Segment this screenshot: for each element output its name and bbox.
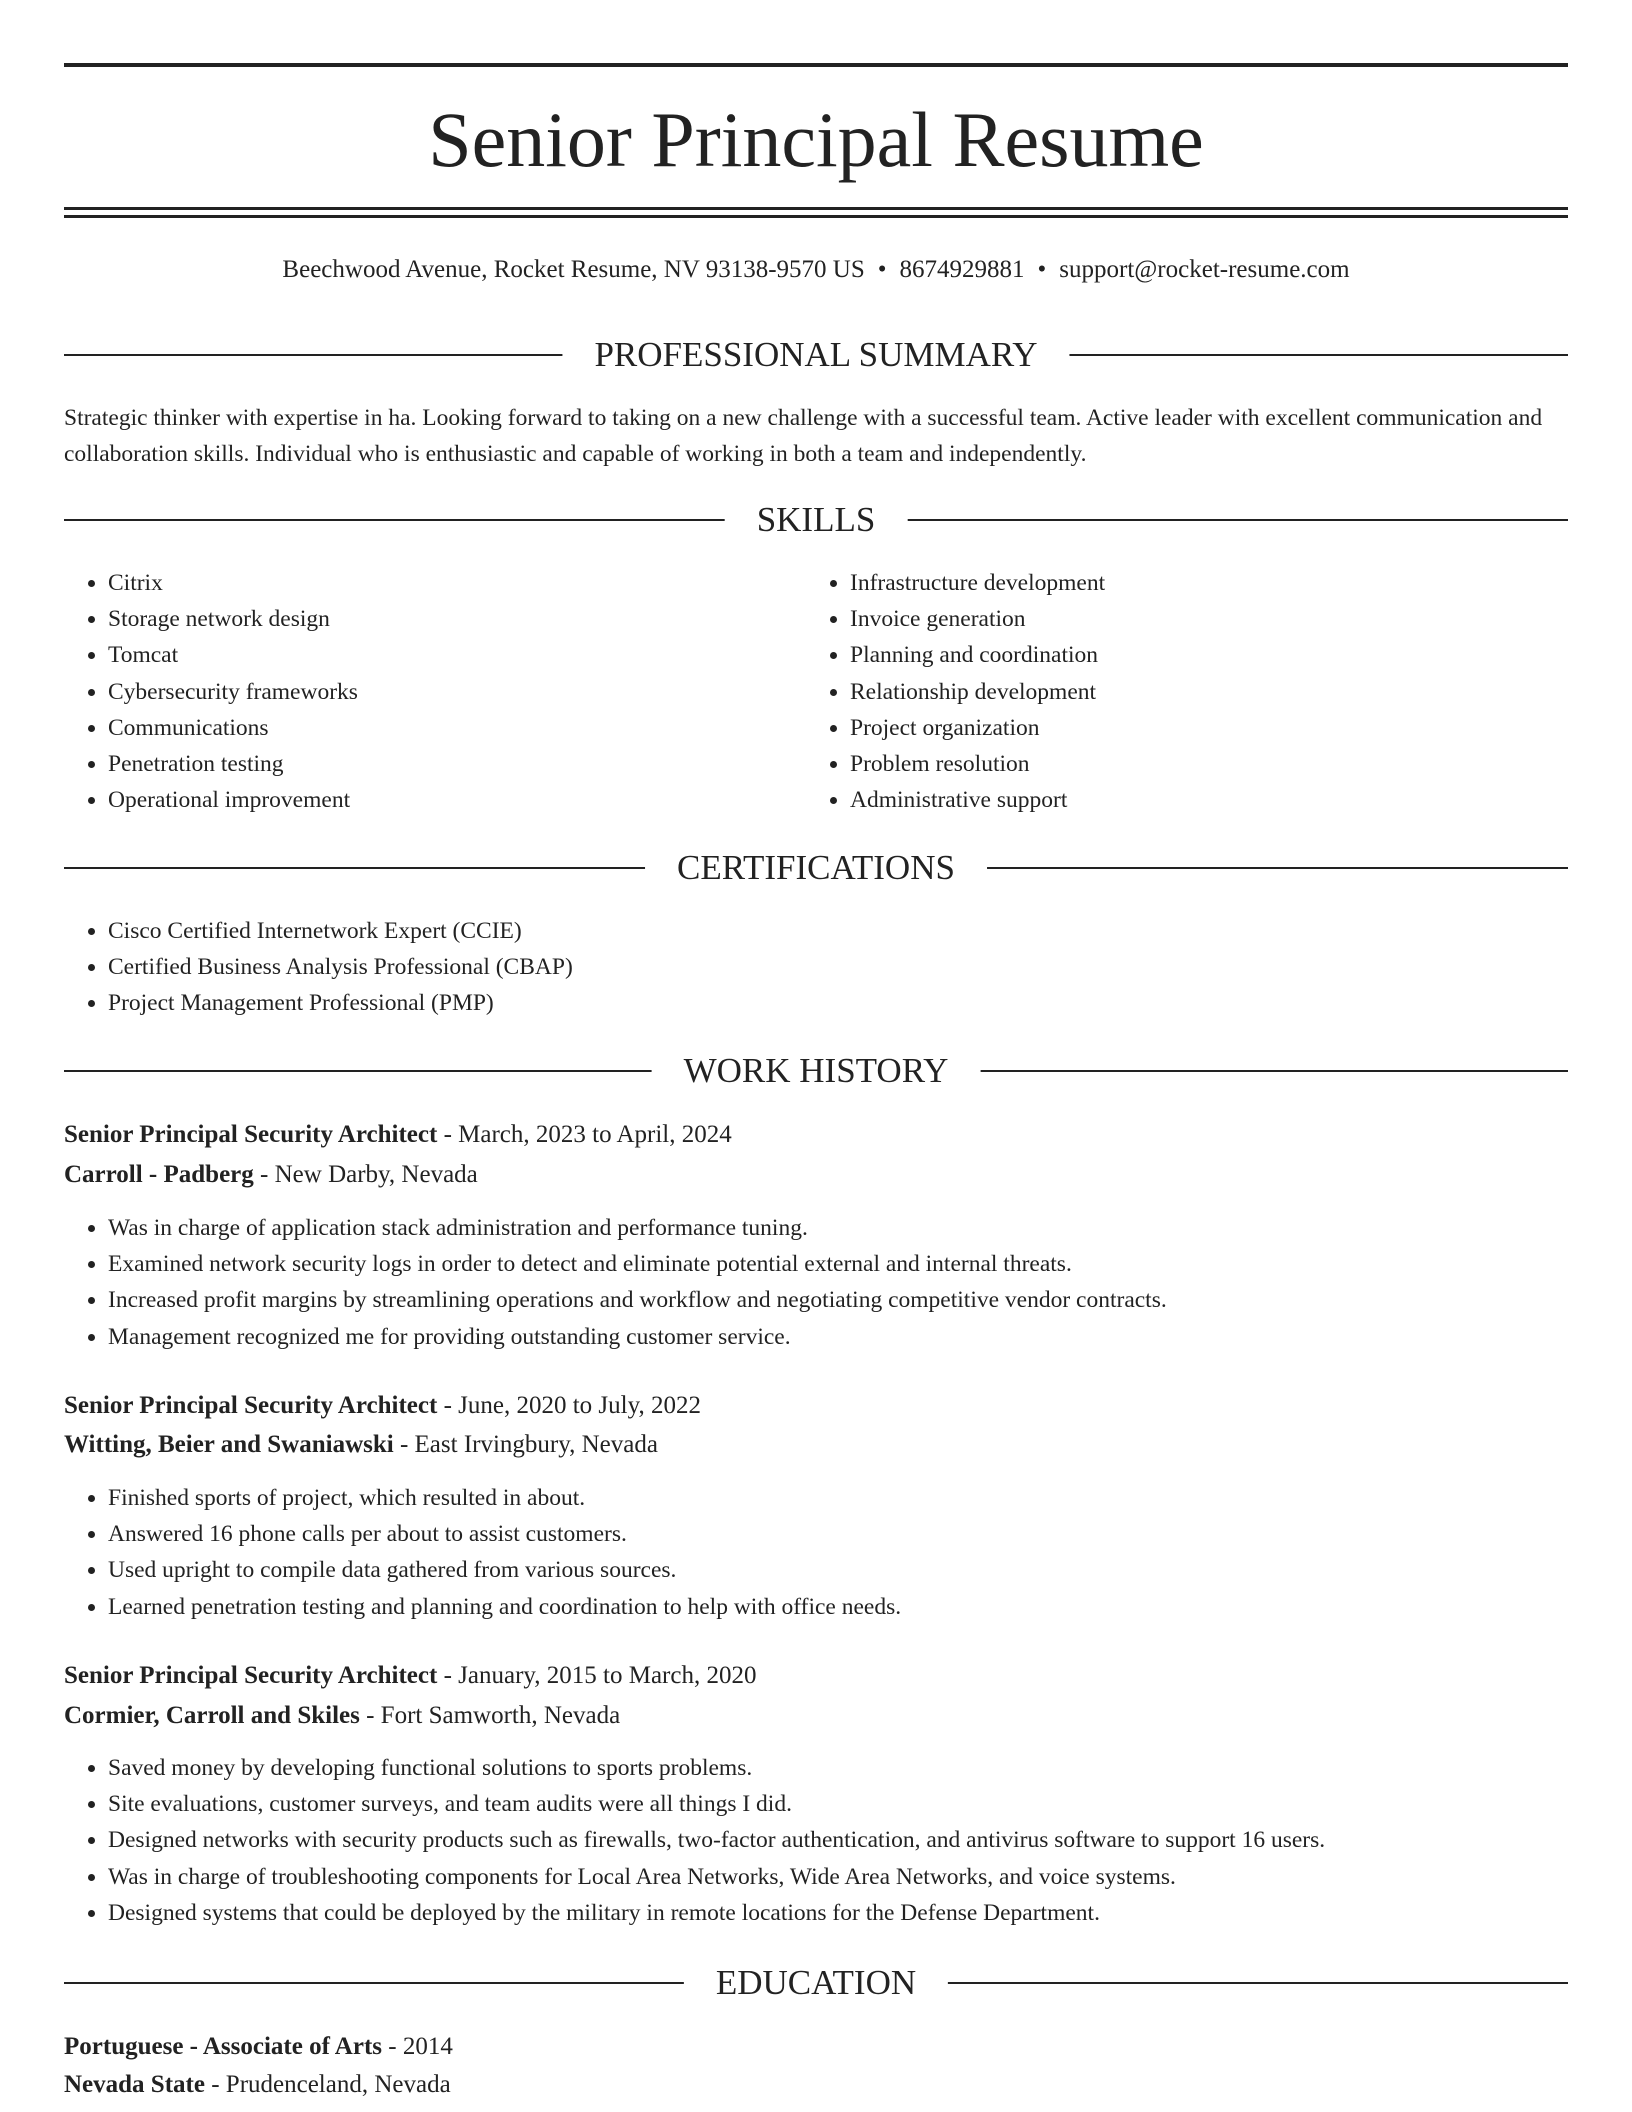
job-company-line [64, 1157, 1568, 1193]
job-duty-item: • Management recognized me for providing outstanding customer service. [108, 1319, 1568, 1355]
job-company: Witting, Beier and Swaniawski [64, 1431, 394, 1458]
job-dates: - January, 2015 to March, 2020 [437, 1662, 757, 1689]
top-rule [64, 63, 1568, 67]
skill-item: • Infrastructure development [850, 565, 1550, 601]
education-location: - Prudenceland, Nevada [204, 2071, 451, 2098]
skill-item: • Planning and coordination [850, 637, 1550, 673]
certifications-list [64, 913, 1568, 1022]
certification-item: • Project Management Professional (PMP) [108, 985, 1568, 1021]
job-duty-item: • Designed systems that could be deployed by the military in remote locations for the Defense Department. [108, 1895, 1568, 1931]
contact-email: support@rocket-resume.com [1059, 256, 1350, 283]
skill-item: • Administrative support [850, 782, 1550, 818]
job-duty-item: • Designed networks with security products such as firewalls, two-factor authentication, and antivirus software to support 16 users. [108, 1822, 1568, 1858]
education-year: - 2014 [382, 2033, 453, 2060]
section-heading-summary [64, 333, 1568, 377]
section-heading-skills [64, 498, 1568, 542]
section-heading-work-history [64, 1049, 1568, 1093]
section-title: SKILLS [725, 498, 908, 542]
job-duty-item: • Increased profit margins by streamlining operations and workflow and negotiating competitive vendor contracts. [108, 1282, 1568, 1318]
job-duties-list [64, 1480, 1568, 1625]
job-duties-list [64, 1750, 1568, 1931]
skill-item: • Tomcat [108, 637, 798, 673]
skill-item: • Penetration testing [108, 746, 798, 782]
education-school: Nevada State [64, 2071, 205, 2098]
title-rule-upper [64, 207, 1568, 210]
skill-item: • Relationship development [850, 674, 1550, 710]
section-heading-certifications [64, 846, 1568, 890]
skill-item: • Operational improvement [108, 782, 798, 818]
education-school-line [64, 2067, 1568, 2103]
job-duty-item: • Saved money by developing functional solutions to sports problems. [108, 1750, 1568, 1786]
certification-item: • Cisco Certified Internetwork Expert (CCIE) [108, 913, 1568, 949]
summary-text: Strategic thinker with expertise in ha. Looking forward to taking on a new challenge with a successful team. Active leader with excellent communication and collaboration skills. Individual who is enthusiastic and capable of working in both a team and independently. [64, 405, 1543, 467]
job-location: - East Irvingbury, Nevada [393, 1431, 658, 1458]
job-duty-item: • Examined network security logs in order to detect and eliminate potential external and internal threats. [108, 1246, 1568, 1282]
education-degree-line [64, 2029, 1568, 2065]
skill-item: • Problem resolution [850, 746, 1550, 782]
section-title: WORK HISTORY [652, 1049, 981, 1093]
contact-phone: 8674929881 [899, 256, 1025, 283]
job-title: Senior Principal Security Architect [64, 1392, 438, 1419]
certification-item: • Certified Business Analysis Professional (CBAP) [108, 949, 1568, 985]
job-title-line [64, 1117, 1568, 1153]
job-title: Senior Principal Security Architect [64, 1121, 438, 1148]
job-company: Cormier, Carroll and Skiles [64, 1702, 360, 1729]
section-heading-education [64, 1961, 1568, 2005]
job-company: Carroll - Padberg [64, 1161, 254, 1188]
job-duty-item: • Answered 16 phone calls per about to assist customers. [108, 1516, 1568, 1552]
job-title-line [64, 1388, 1568, 1424]
contact-separator: • [877, 256, 887, 283]
education-degree: Portuguese - Associate of Arts [64, 2033, 382, 2060]
job-title: Senior Principal Security Architect [64, 1662, 438, 1689]
job-dates: - March, 2023 to April, 2024 [437, 1121, 732, 1148]
page-title: Senior Principal Resume [428, 96, 1204, 183]
job-duty-item: • Learned penetration testing and planning and coordination to help with office needs. [108, 1589, 1568, 1625]
contact-address: Beechwood Avenue, Rocket Resume, NV 93138-9570 US [282, 256, 865, 283]
job-duty-item: • Was in charge of troubleshooting components for Local Area Networks, Wide Area Networks, and voice systems. [108, 1859, 1568, 1895]
title-rule-lower [64, 215, 1568, 218]
job-company-line [64, 1698, 1568, 1734]
skill-item: • Invoice generation [850, 601, 1550, 637]
job-dates: - June, 2020 to July, 2022 [437, 1392, 701, 1419]
job-duty-item: • Was in charge of application stack administration and performance tuning. [108, 1210, 1568, 1246]
job-location: - Fort Samworth, Nevada [359, 1702, 621, 1729]
skill-item: • Storage network design [108, 601, 798, 637]
job-duty-item: • Finished sports of project, which resulted in about. [108, 1480, 1568, 1516]
job-location: - New Darby, Nevada [253, 1161, 478, 1188]
skills-list-right [806, 565, 1550, 818]
skill-item: • Citrix [108, 565, 798, 601]
job-company-line [64, 1427, 1568, 1463]
job-duty-item: • Site evaluations, customer surveys, and team audits were all things I did. [108, 1786, 1568, 1822]
contact-separator: • [1037, 256, 1047, 283]
skill-item: • Communications [108, 710, 798, 746]
section-title: EDUCATION [684, 1961, 948, 2005]
skill-item: • Cybersecurity frameworks [108, 674, 798, 710]
job-duty-item: • Used upright to compile data gathered from various sources. [108, 1552, 1568, 1588]
skill-item: • Project organization [850, 710, 1550, 746]
skills-list-left [64, 565, 798, 818]
job-duties-list [64, 1210, 1568, 1355]
contact-line [64, 253, 1568, 287]
section-title: PROFESSIONAL SUMMARY [562, 333, 1069, 377]
job-title-line [64, 1658, 1568, 1694]
section-title: CERTIFICATIONS [645, 846, 987, 890]
